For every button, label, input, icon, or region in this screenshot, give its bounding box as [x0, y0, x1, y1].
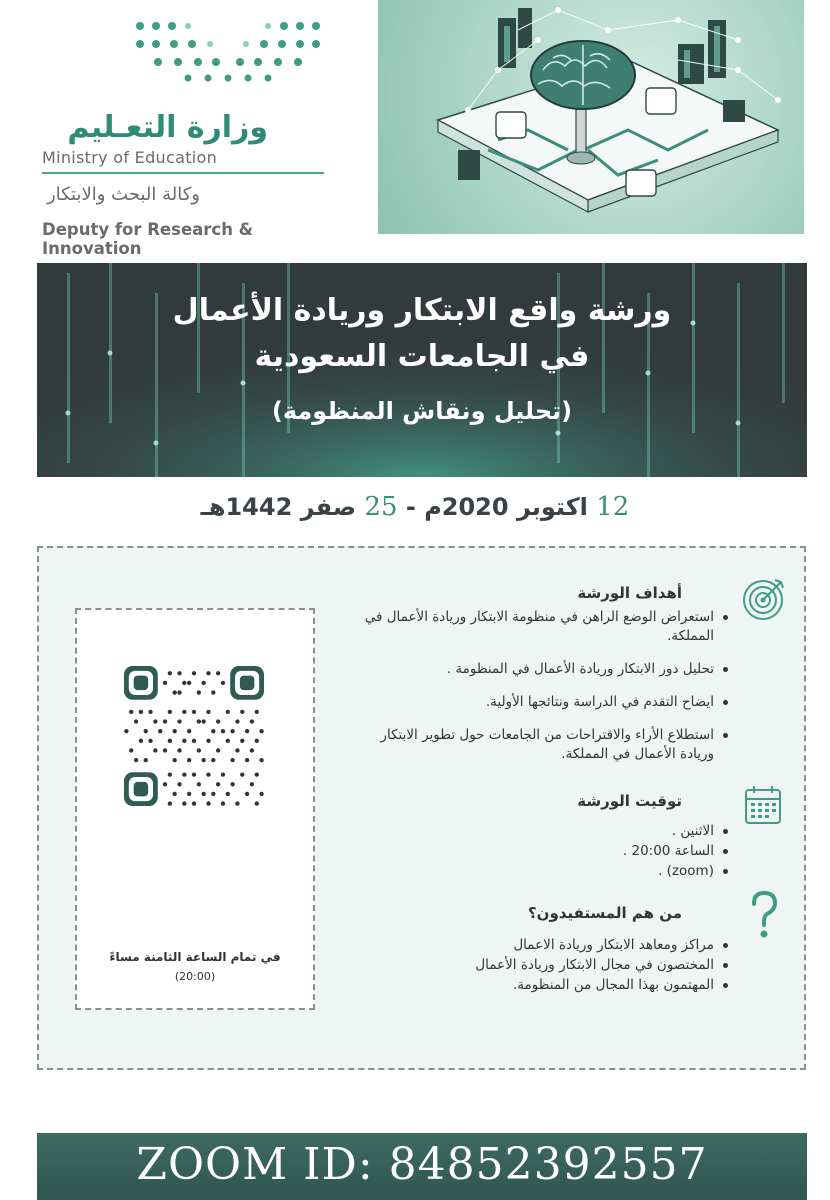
date-month-gregorian: اكتوبر	[516, 493, 588, 521]
date-year-gregorian: 2020م	[424, 493, 509, 521]
goals-list	[348, 608, 728, 773]
hero-illustration	[378, 0, 804, 234]
workshop-subtitle: (تحليل ونقاش المنظومة)	[271, 397, 573, 425]
ministry-name-en: Ministry of Education	[42, 148, 218, 167]
workshop-title-line2: في الجامعات السعودية	[254, 339, 590, 374]
goal-item: استعراض الوضع الراهن في منظومة الابتكار وريادة الأعمال في المملكة.	[348, 608, 728, 646]
ministry-name-ar: وزارة التعـليم	[67, 110, 268, 145]
goals-title: أهداف الورشة	[577, 584, 682, 602]
question-icon	[749, 890, 779, 940]
timing-item: الساعة 20:00 .	[348, 842, 728, 861]
logo-dots-icon	[134, 18, 324, 84]
goal-item: استطلاع الأراء والاقتراحات من الجامعات حول تطوير الابتكار وريادة الأعمال في المملكة.	[348, 726, 728, 764]
qr-time: (20:00)	[174, 970, 216, 983]
audience-list	[348, 936, 728, 996]
zoom-id-bar	[37, 1133, 807, 1200]
workshop-date	[0, 492, 830, 522]
audience-item: المختصون في مجال الابتكار وريادة الأعمال	[348, 956, 728, 975]
audience-title: من هم المستفيدون؟	[527, 904, 682, 922]
timing-list	[348, 822, 728, 882]
deputy-name-ar: وكالة البحث والابتكار	[46, 184, 200, 205]
timing-title: توقيت الورشة	[577, 792, 682, 810]
calendar-icon	[743, 784, 783, 826]
timing-item: (zoom) .	[348, 862, 728, 881]
target-icon	[739, 574, 787, 622]
date-month-hijri: صفر	[300, 493, 357, 521]
qr-card	[75, 608, 315, 1010]
audience-item: مراكز ومعاهد الابتكار وريادة الاعمال	[348, 936, 728, 955]
info-box	[37, 546, 806, 1070]
deputy-name-en: Deputy for Research & Innovation	[42, 220, 254, 258]
timing-item: الاثنين .	[348, 822, 728, 841]
date-day-hijri: 25	[364, 492, 398, 522]
ministry-logo	[38, 18, 338, 258]
date-year-hijri: 1442هـ	[200, 493, 293, 521]
brain-tree-illustration	[378, 0, 804, 234]
qr-code-icon[interactable]	[124, 666, 264, 806]
zoom-id: ZOOM ID: 84852392557	[136, 1139, 708, 1190]
date-day-gregorian: 12	[596, 492, 630, 522]
title-banner	[37, 263, 807, 477]
goal-item: تحليل دور الابتكار وريادة الأعمال في المنظومة .	[348, 660, 728, 679]
date-separator: -	[405, 493, 416, 521]
audience-item: المهتمون بهذا المجال من المنظومة.	[348, 976, 728, 995]
workshop-title-line1: ورشة واقع الابتكار وريادة الأعمال	[172, 293, 672, 328]
qr-caption: في تمام الساعة الثامنة مساءً	[109, 950, 281, 964]
goal-item: ايضاح التقدم في الدراسة ونتائجها الأولية.	[348, 693, 728, 712]
logo-divider	[42, 172, 324, 174]
